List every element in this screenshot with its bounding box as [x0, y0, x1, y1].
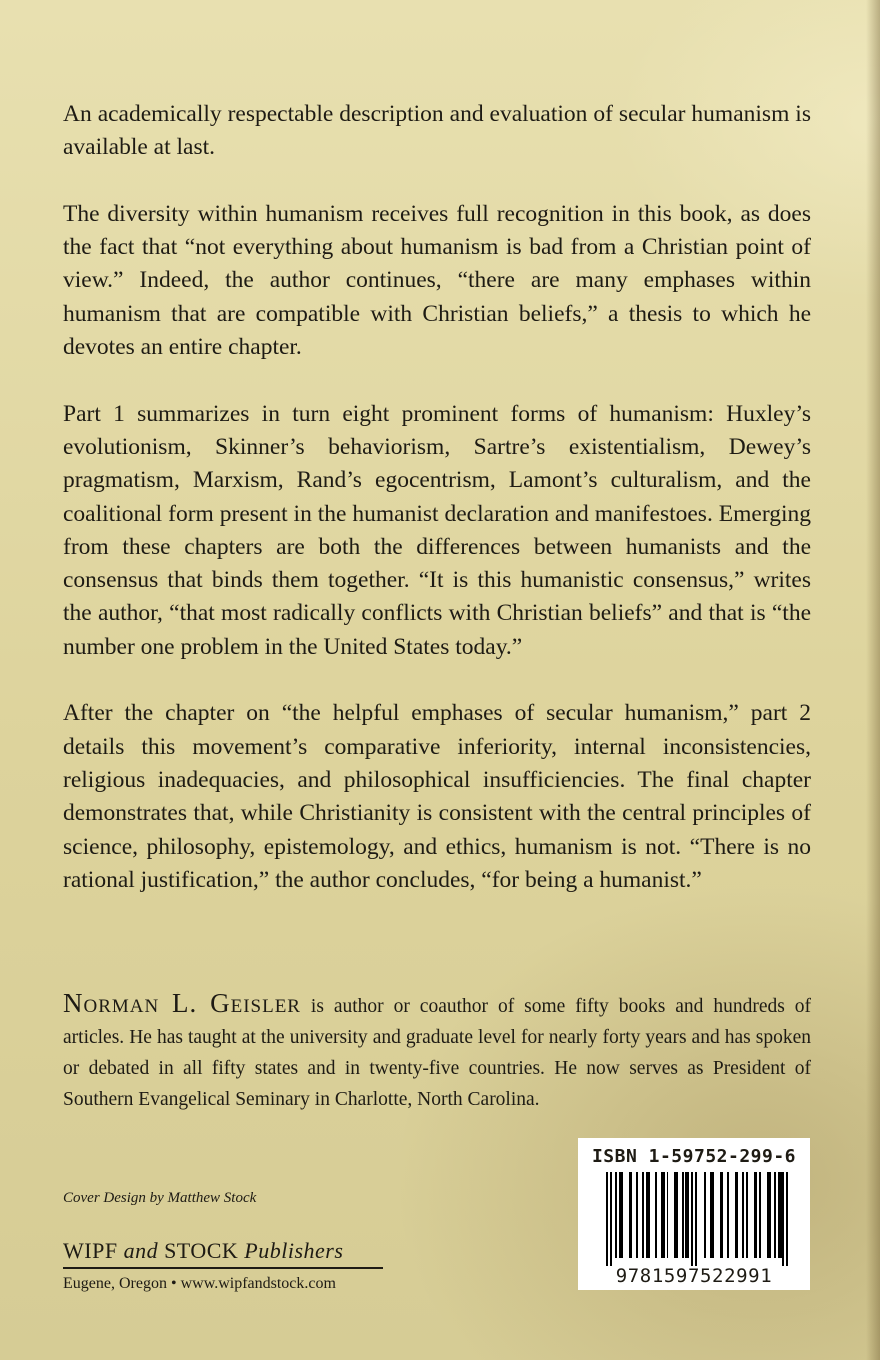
publisher-name-publishers: Publishers — [238, 1238, 344, 1263]
author-bio-paragraph — [63, 988, 811, 1115]
author-bio — [63, 988, 811, 1115]
blurb-paragraph-4: After the chapter on “the helpful emphases of secular humanism,” part 2 details this movement’s comparative inferiority, internal inconsistencies, religious inadequacies, and philosophical insufficiencies. The final chapter demonstrates that, while Christianity is consistent with the central principles of science, philosophy, epistemology, and ethics, humanism is not. “There is no rational justification,” the author concludes, “for being a humanist.” — [63, 700, 811, 893]
blurb-paragraph-3: Part 1 summarizes in turn eight prominent forms of humanism: Huxley’s evolutionism, Skinner’s behaviorism, Sartre’s existentialism, Dewey’s pragmatism, Marxism, Rand’s egocentrism, Lamont’s culturalism, and the coalitional form present in the humanist declaration and manifestoes. Emerging from these chapters are both the differences between humanists and the consensus that binds them together. “It is this humanistic consensus,” writes the author, “that most radically conflicts with Christian beliefs” and that is “the number one problem in the United States today.” — [63, 400, 811, 660]
isbn-barcode — [578, 1138, 810, 1290]
bullet-separator: • — [166, 1275, 181, 1292]
barcode-bar — [786, 1172, 788, 1266]
ean-digits: 9781597522991 — [615, 1265, 773, 1287]
publisher-name-and: and — [117, 1238, 165, 1263]
author-bio-text: is author or coauthor of some fifty books and hundreds of articles. He has taught at the university and graduate level for nearly forty years and has spoken or debated in all fifty states and in twenty-five countries. He now serves as President of Southern Evangelical Seminary in Charlotte, North Carolina. — [63, 996, 811, 1110]
cover-design-credit: Cover Design by Matthew Stock — [63, 1190, 257, 1206]
publisher-block — [63, 1238, 383, 1293]
blurb-paragraph-1: An academically respectable description and evaluation of secular humanism is available at last. — [63, 101, 811, 161]
isbn-label: ISBN 1-59752-299-6 — [591, 1146, 797, 1167]
back-cover-blurb — [63, 98, 811, 930]
publisher-location: Eugene, Oregon — [63, 1275, 167, 1292]
page-edge-shade — [866, 0, 880, 1360]
author-name: Norman L. Geisler — [63, 988, 301, 1018]
publisher-location-line — [63, 1275, 383, 1293]
publisher-name-wipf: WIPF — [63, 1238, 118, 1263]
publisher-name — [63, 1238, 383, 1269]
barcode-bars — [606, 1172, 788, 1266]
blurb-paragraph-2: The diversity within humanism receives full recognition in this book, as does the fact that “not everything about humanism is bad from a Christian point of view.” Indeed, the author continues, “there are many emphases within humanism that are compatible with Christian beliefs,” a thesis to which he devotes an entire chapter. — [63, 200, 811, 361]
publisher-website: www.wipfandstock.com — [180, 1275, 336, 1292]
publisher-name-stock: STOCK — [164, 1238, 239, 1263]
